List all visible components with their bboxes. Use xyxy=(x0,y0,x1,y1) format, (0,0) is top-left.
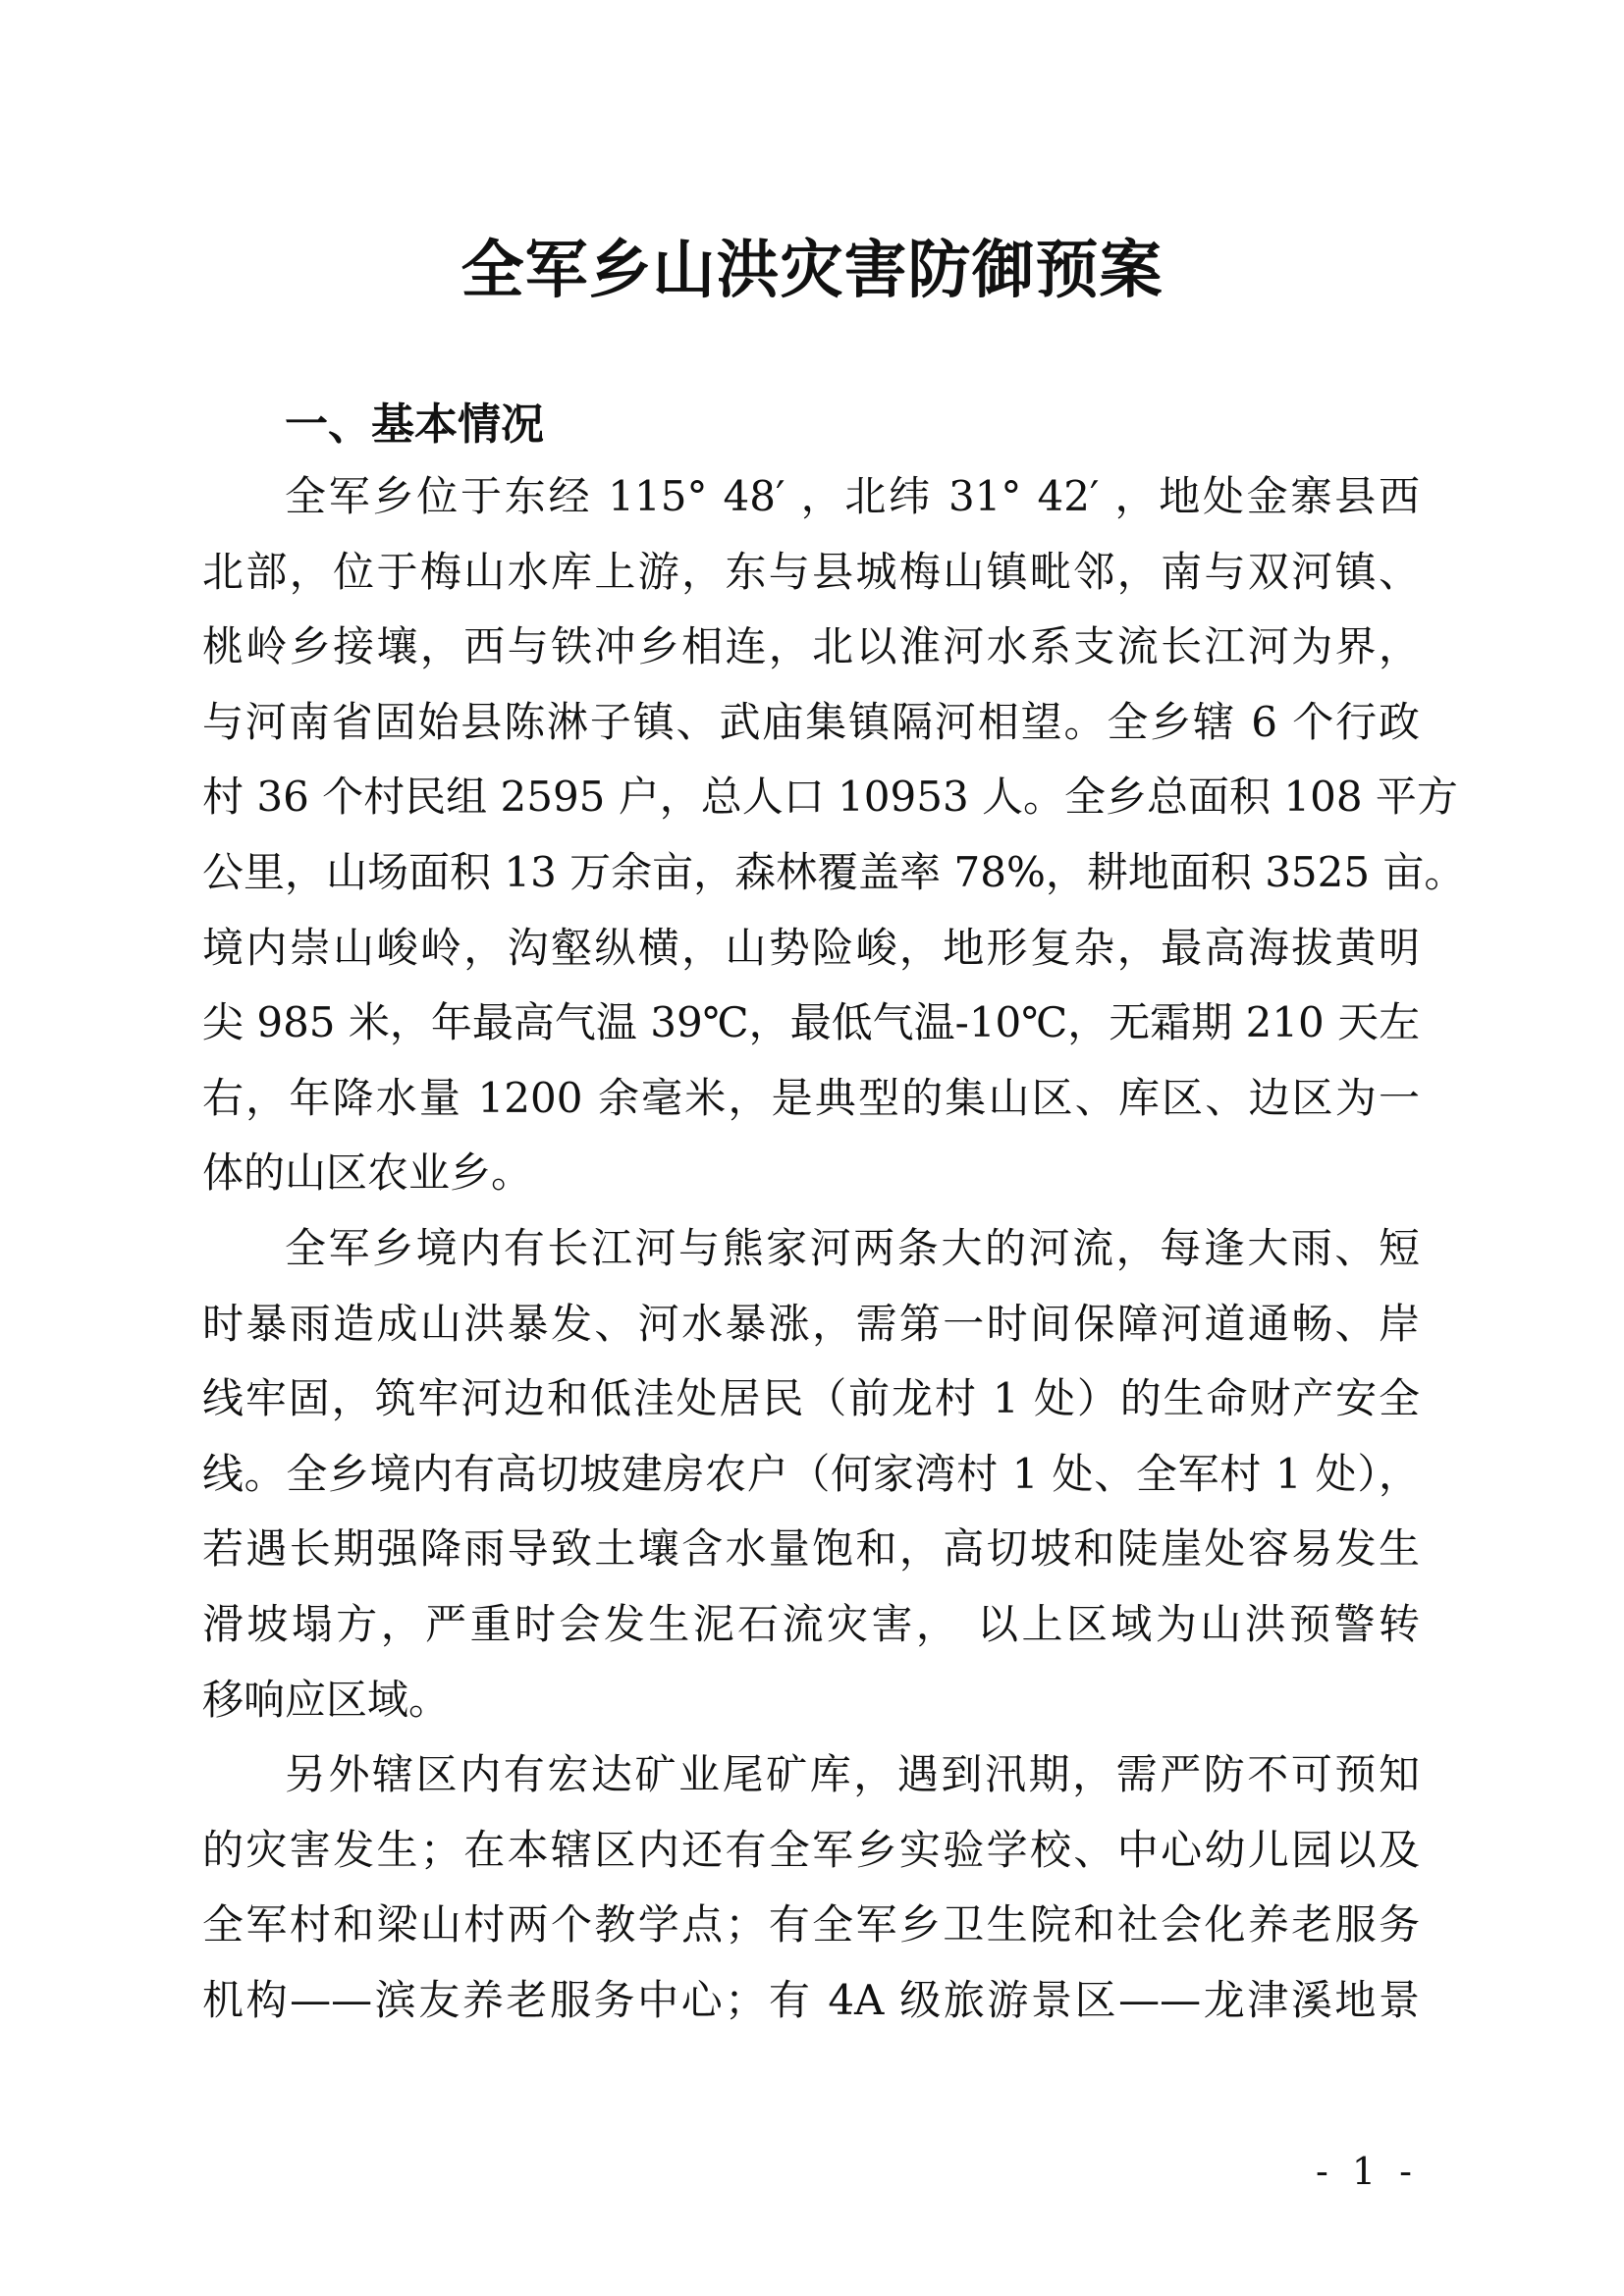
text-line: 尖 985 米，年最高气温 39℃，最低气温-10℃，无霜期 210 天左 xyxy=(202,998,1421,1047)
text-line: 右，年降水量 1200 余毫米，是典型的集山区、库区、边区为一 xyxy=(202,1073,1420,1122)
text-line: 全军乡位于东经 115° 48′ ，北纬 31° 42′ ，地处金寨县西 xyxy=(285,472,1420,520)
text-line: 线牢固，筑牢河边和低洼处居民（前龙村 1 处）的生命财产安全 xyxy=(202,1374,1420,1423)
paragraph-rivers-hazards xyxy=(202,1211,1420,1737)
text-line: 时暴雨造成山洪暴发、河水暴涨，需第一时间保障河道通畅、岸 xyxy=(202,1299,1420,1348)
section-heading: 一、基本情况 xyxy=(285,400,544,450)
text-line: 公里，山场面积 13 万余亩，森林覆盖率 78%，耕地面积 3525 亩。 xyxy=(202,847,1466,896)
text-line: 线。全乡境内有高切坡建房农户（何家湾村 1 处、全军村 1 处）， xyxy=(202,1449,1420,1498)
text-line: 全军乡境内有长江河与熊家河两条大的河流，每逢大雨、短 xyxy=(285,1224,1420,1272)
text-line: 的灾害发生；在本辖区内还有全军乡实验学校、中心幼儿园以及 xyxy=(202,1825,1420,1874)
document-title: 全军乡山洪灾害防御预案 xyxy=(460,234,1164,307)
text-line: 北部，位于梅山水库上游，东与县城梅山镇毗邻，南与双河镇、 xyxy=(202,547,1420,596)
text-line: 村 36 个村民组 2595 户，总人口 10953 人。全乡总面积 108 平方 xyxy=(202,773,1458,822)
text-line: 若遇长期强降雨导致土壤含水量饱和，高切坡和陡崖处容易发生 xyxy=(202,1524,1420,1574)
text-line: 全军村和梁山村两个教学点；有全军乡卫生院和社会化养老服务 xyxy=(202,1900,1420,1949)
text-line: 与河南省固始县陈淋子镇、武庙集镇隔河相望。全乡辖 6 个行政 xyxy=(202,697,1420,746)
page-number: - 1 - xyxy=(1315,2150,1418,2193)
paragraph-basic-location xyxy=(202,459,1466,1211)
text-line: 体的山区农业乡。 xyxy=(202,1148,533,1198)
text-line: 滑坡塌方，严重时会发生泥石流灾害， 以上区域为山洪预警转 xyxy=(202,1599,1420,1648)
text-line: 另外辖区内有宏达矿业尾矿库，遇到汛期，需严防不可预知 xyxy=(285,1750,1420,1798)
text-line: 桃岭乡接壤，西与铁冲乡相连，北以淮河水系支流长江河为界， xyxy=(202,622,1420,671)
text-line: 境内崇山峻岭，沟壑纵横，山势险峻，地形复杂，最高海拔黄明 xyxy=(202,923,1420,972)
text-line: 移响应区域。 xyxy=(202,1675,451,1724)
text-line: 机构——滨友养老服务中心；有 4A 级旅游景区——龙津溪地景 xyxy=(202,1975,1420,2024)
paragraph-facilities xyxy=(202,1737,1420,2038)
